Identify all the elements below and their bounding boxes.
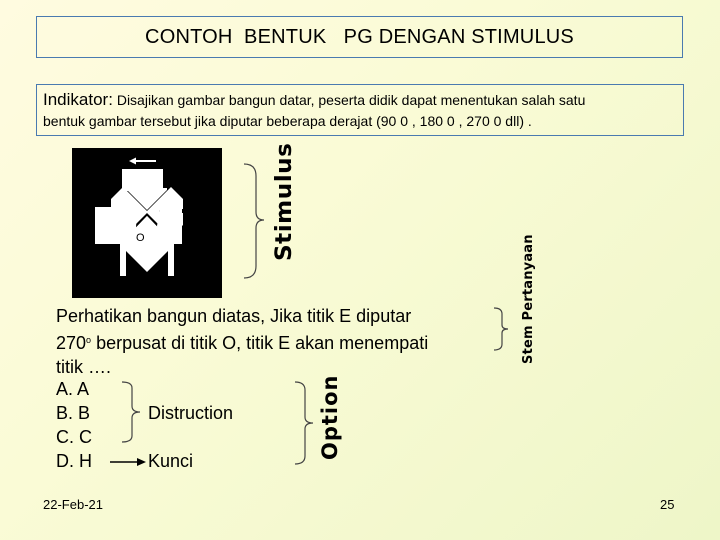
indicator-heading: Indikator: — [43, 90, 113, 109]
point-o-label: O — [136, 232, 145, 244]
answer-options — [56, 377, 92, 473]
kunci-annotation: Kunci — [148, 451, 194, 471]
stimulus-label: Stimulus — [272, 142, 297, 261]
stem-label: Stem Pertanyaan — [521, 234, 536, 364]
question-degree-value: 270 — [56, 333, 87, 353]
slide-date: 22-Feb-21 — [43, 497, 103, 512]
slide-page-number: 25 — [660, 497, 675, 512]
question-degree-sign: o — [86, 335, 92, 345]
question-line-2-rest: berpusat di titik O, titik E akan menempati — [91, 333, 429, 353]
slide-title: CONTOH BENTUK PG DENGAN STIMULUS — [36, 16, 683, 58]
option-label: Option — [318, 374, 342, 460]
kunci-arrow — [108, 454, 148, 470]
option-brace — [292, 380, 318, 466]
stem-brace — [492, 306, 512, 352]
question-line-3: titik …. — [56, 357, 112, 377]
option-b[interactable]: B. B — [56, 403, 91, 423]
option-a[interactable]: A. A — [56, 379, 90, 399]
indicator-text-1: Disajikan gambar bangun datar, peserta didik dapat menentukan salah satu — [112, 92, 586, 108]
distruction-annotation: Distruction — [148, 403, 234, 423]
distruction-brace — [96, 376, 146, 448]
question-line-1: Perhatikan bangun diatas, Jika titik E diputar — [56, 306, 412, 326]
rotated-cross-shape — [72, 148, 222, 298]
stimulus-figure — [72, 148, 222, 298]
question-line-2 — [56, 328, 428, 355]
indicator-line-1 — [43, 89, 677, 111]
option-d[interactable]: D. H — [56, 451, 92, 471]
option-c[interactable]: C. C — [56, 427, 92, 447]
question-text — [56, 304, 428, 379]
stimulus-brace — [240, 162, 270, 280]
indicator-text-2: bentuk gambar tersebut jika diputar beberapa derajat (90 0 , 180 0 , 270 0 dll) . — [43, 113, 532, 129]
indicator-box — [36, 84, 684, 136]
